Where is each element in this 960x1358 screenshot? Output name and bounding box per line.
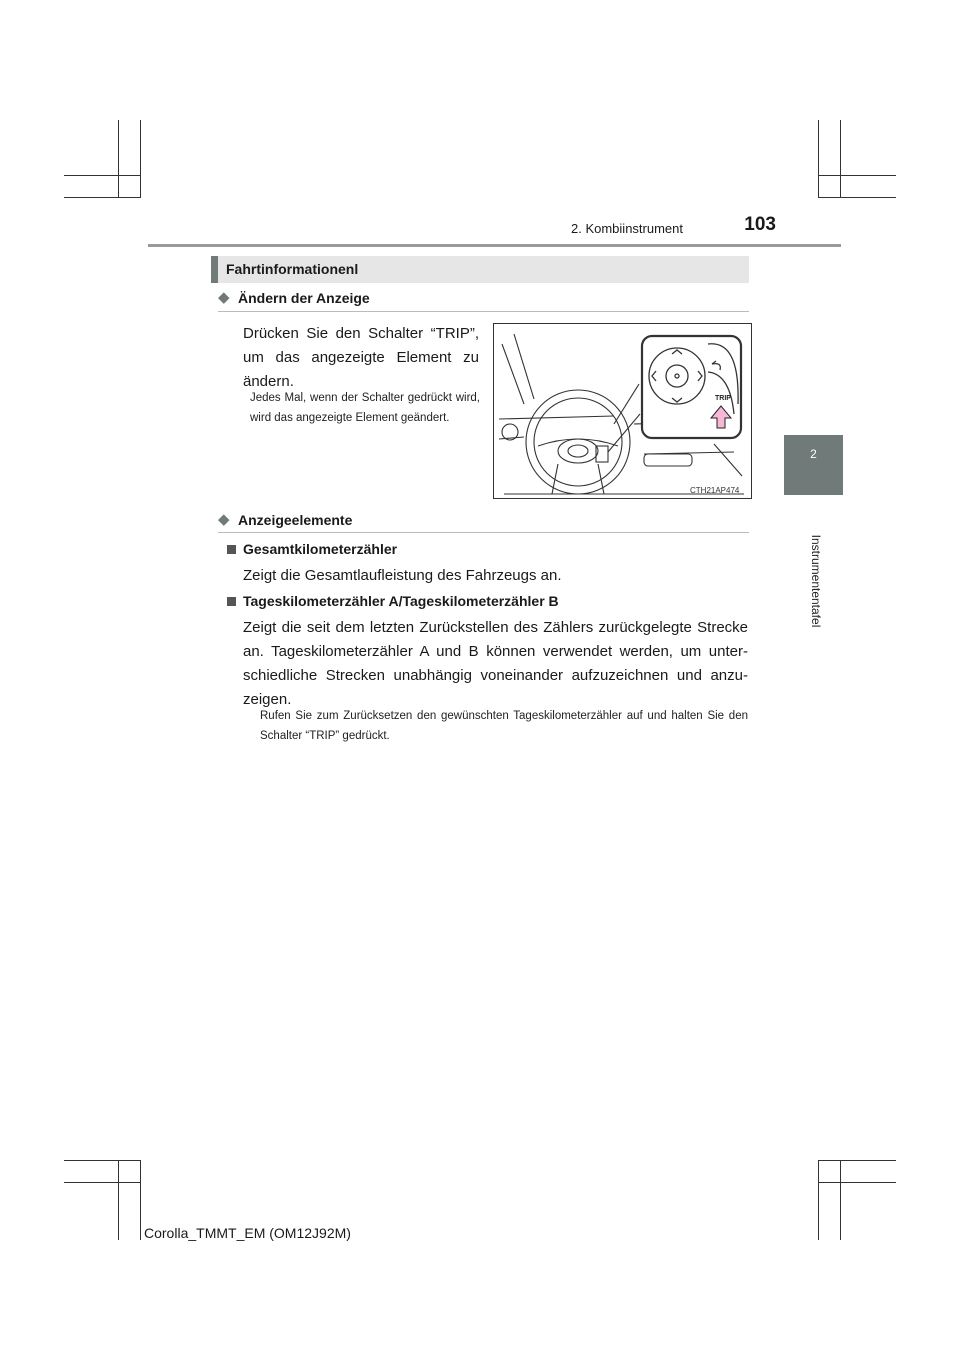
instruction-note: Jedes Mal, wenn der Schalter gedrückt wird, wird das angezeigte Element geändert. <box>250 392 480 424</box>
crop-mark <box>840 120 841 198</box>
crop-mark <box>818 197 896 198</box>
crop-mark <box>118 1160 119 1240</box>
subsection-heading: Ändern der Anzeige <box>238 290 370 306</box>
chapter-tab-label: Instrumententafel <box>809 534 823 628</box>
crop-mark <box>818 1160 896 1161</box>
item-text: Zeigt die seit dem letzten Zurückstellen des Zählers zurückgelegte Strecke an. Tageskilometerzähler A und B können verwendet werden, um unter-schiedliche Strecken unabhängig voneinander aufzuzeichnen und anzu-zeigen. <box>243 619 748 708</box>
header-rule <box>148 244 841 247</box>
item-title: Gesamtkilometerzähler <box>243 541 398 557</box>
header-chapter: 2. Kombiinstrument <box>571 221 683 236</box>
crop-mark <box>840 1160 841 1240</box>
instruction-text: Drücken Sie den Schalter “TRIP”, um das angezeigte Element zu ändern. <box>243 325 479 390</box>
diamond-icon: ◆ <box>218 289 230 306</box>
crop-mark <box>118 120 119 198</box>
crop-mark <box>64 197 140 198</box>
figure-code: CTH21AP474 <box>690 486 740 495</box>
crop-mark <box>818 120 819 198</box>
section-bar-accent <box>211 256 218 283</box>
crop-mark <box>818 1160 819 1240</box>
crop-mark <box>64 1160 140 1161</box>
item-note: Rufen Sie zum Zurücksetzen den gewünschten Tageskilometerzähler auf und halten Sie den Schalter “TRIP” gedrückt. <box>260 710 748 742</box>
item-text: Zeigt die Gesamtlaufleistung des Fahrzeugs an. <box>243 567 562 584</box>
diamond-icon: ◆ <box>218 511 230 528</box>
dashboard-drawing <box>494 324 751 498</box>
crop-mark <box>818 1182 896 1183</box>
crop-mark <box>64 175 140 176</box>
footer-document-id: Corolla_TMMT_EM (OM12J92M) <box>144 1225 351 1241</box>
subsection-rule <box>218 311 749 312</box>
crop-mark <box>64 1182 140 1183</box>
steering-switch-illustration <box>493 323 752 499</box>
item-title: Tageskilometerzähler A/Tageskilometerzähler B <box>243 593 559 609</box>
bullet-square-icon <box>227 545 236 554</box>
bullet-square-icon <box>227 597 236 606</box>
trip-button-label: TRIP <box>715 395 731 402</box>
crop-mark <box>818 175 896 176</box>
section-title: Fahrtinformationenl <box>226 261 359 277</box>
crop-mark <box>140 120 141 198</box>
subsection-rule <box>218 532 749 533</box>
crop-mark <box>140 1160 141 1240</box>
subsection-heading: Anzeigeelemente <box>238 512 353 528</box>
chapter-tab <box>784 435 843 495</box>
page-number: 103 <box>744 214 776 235</box>
chapter-tab-number: 2 <box>810 447 817 461</box>
